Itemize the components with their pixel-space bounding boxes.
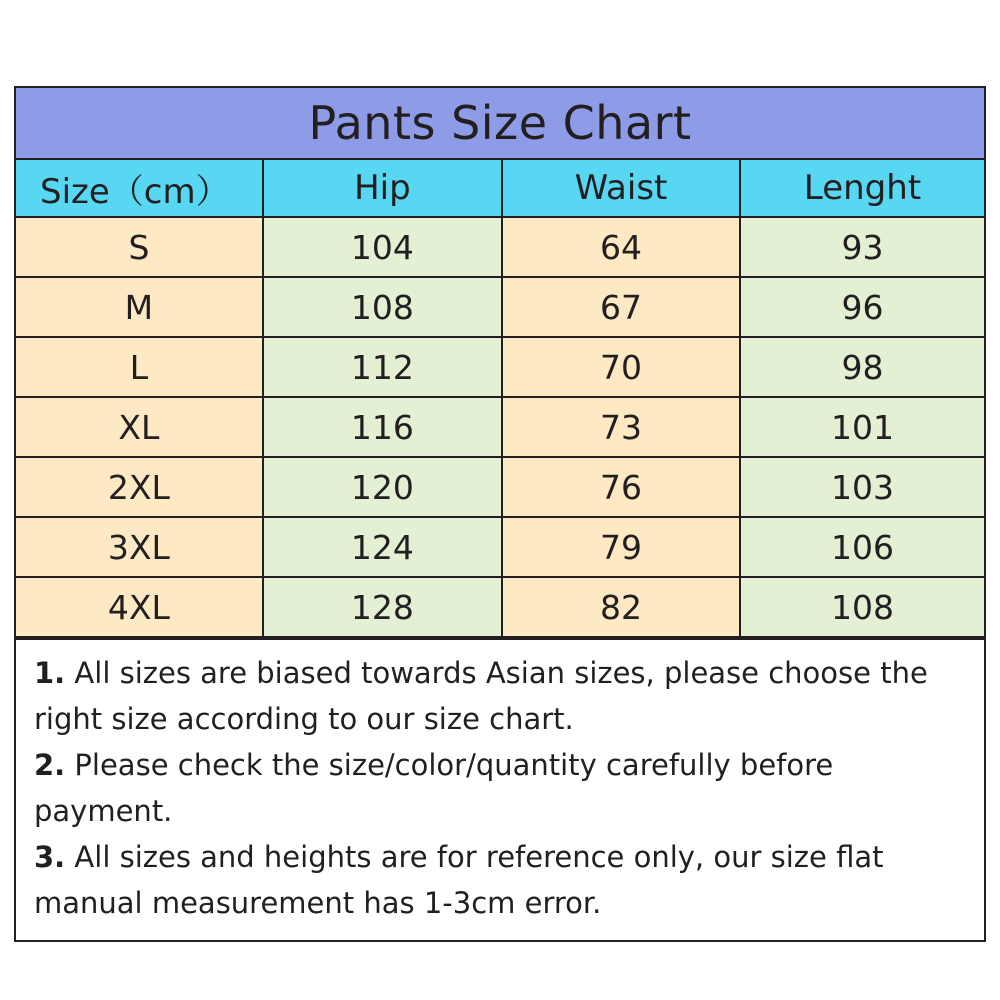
cell-length: 98 (740, 337, 984, 397)
table-row (16, 457, 984, 517)
note-text: All sizes and heights are for reference only, our size flat manual measurement has 1-3cm error. (34, 840, 884, 920)
cell-length: 103 (740, 457, 984, 517)
cell-size: 4XL (16, 577, 263, 637)
cell-hip: 116 (263, 397, 502, 457)
cell-size: 3XL (16, 517, 263, 577)
cell-size: XL (16, 397, 263, 457)
chart-title: Pants Size Chart (16, 88, 984, 160)
column-header-waist: Waist (502, 160, 740, 217)
cell-length: 93 (740, 217, 984, 277)
cell-length: 106 (740, 517, 984, 577)
note-item (34, 834, 966, 926)
note-number: 1. (34, 656, 66, 690)
table-header-row (16, 160, 984, 217)
table-row (16, 217, 984, 277)
table-row (16, 397, 984, 457)
note-text: Please check the size/color/quantity carefully before payment. (34, 748, 834, 828)
size-table (16, 160, 984, 638)
cell-waist: 76 (502, 457, 740, 517)
cell-size: M (16, 277, 263, 337)
cell-size: S (16, 217, 263, 277)
note-item (34, 742, 966, 834)
cell-hip: 112 (263, 337, 502, 397)
cell-length: 101 (740, 397, 984, 457)
column-header-size: Size（cm） (16, 160, 263, 217)
cell-hip: 108 (263, 277, 502, 337)
cell-length: 96 (740, 277, 984, 337)
table-body (16, 217, 984, 637)
cell-length: 108 (740, 577, 984, 637)
note-item (34, 650, 966, 742)
cell-hip: 128 (263, 577, 502, 637)
cell-hip: 120 (263, 457, 502, 517)
note-text: All sizes are biased towards Asian sizes, please choose the right size according to our size chart. (34, 656, 928, 736)
note-number: 2. (34, 748, 66, 782)
cell-waist: 70 (502, 337, 740, 397)
table-row (16, 577, 984, 637)
column-header-length: Lenght (740, 160, 984, 217)
cell-waist: 79 (502, 517, 740, 577)
cell-waist: 64 (502, 217, 740, 277)
cell-waist: 67 (502, 277, 740, 337)
cell-hip: 104 (263, 217, 502, 277)
size-chart-card (14, 86, 986, 942)
cell-waist: 73 (502, 397, 740, 457)
notes-section (16, 638, 984, 940)
table-row (16, 517, 984, 577)
column-header-hip: Hip (263, 160, 502, 217)
note-number: 3. (34, 840, 66, 874)
table-row (16, 337, 984, 397)
table-header (16, 160, 984, 217)
cell-size: 2XL (16, 457, 263, 517)
cell-size: L (16, 337, 263, 397)
cell-hip: 124 (263, 517, 502, 577)
cell-waist: 82 (502, 577, 740, 637)
table-row (16, 277, 984, 337)
